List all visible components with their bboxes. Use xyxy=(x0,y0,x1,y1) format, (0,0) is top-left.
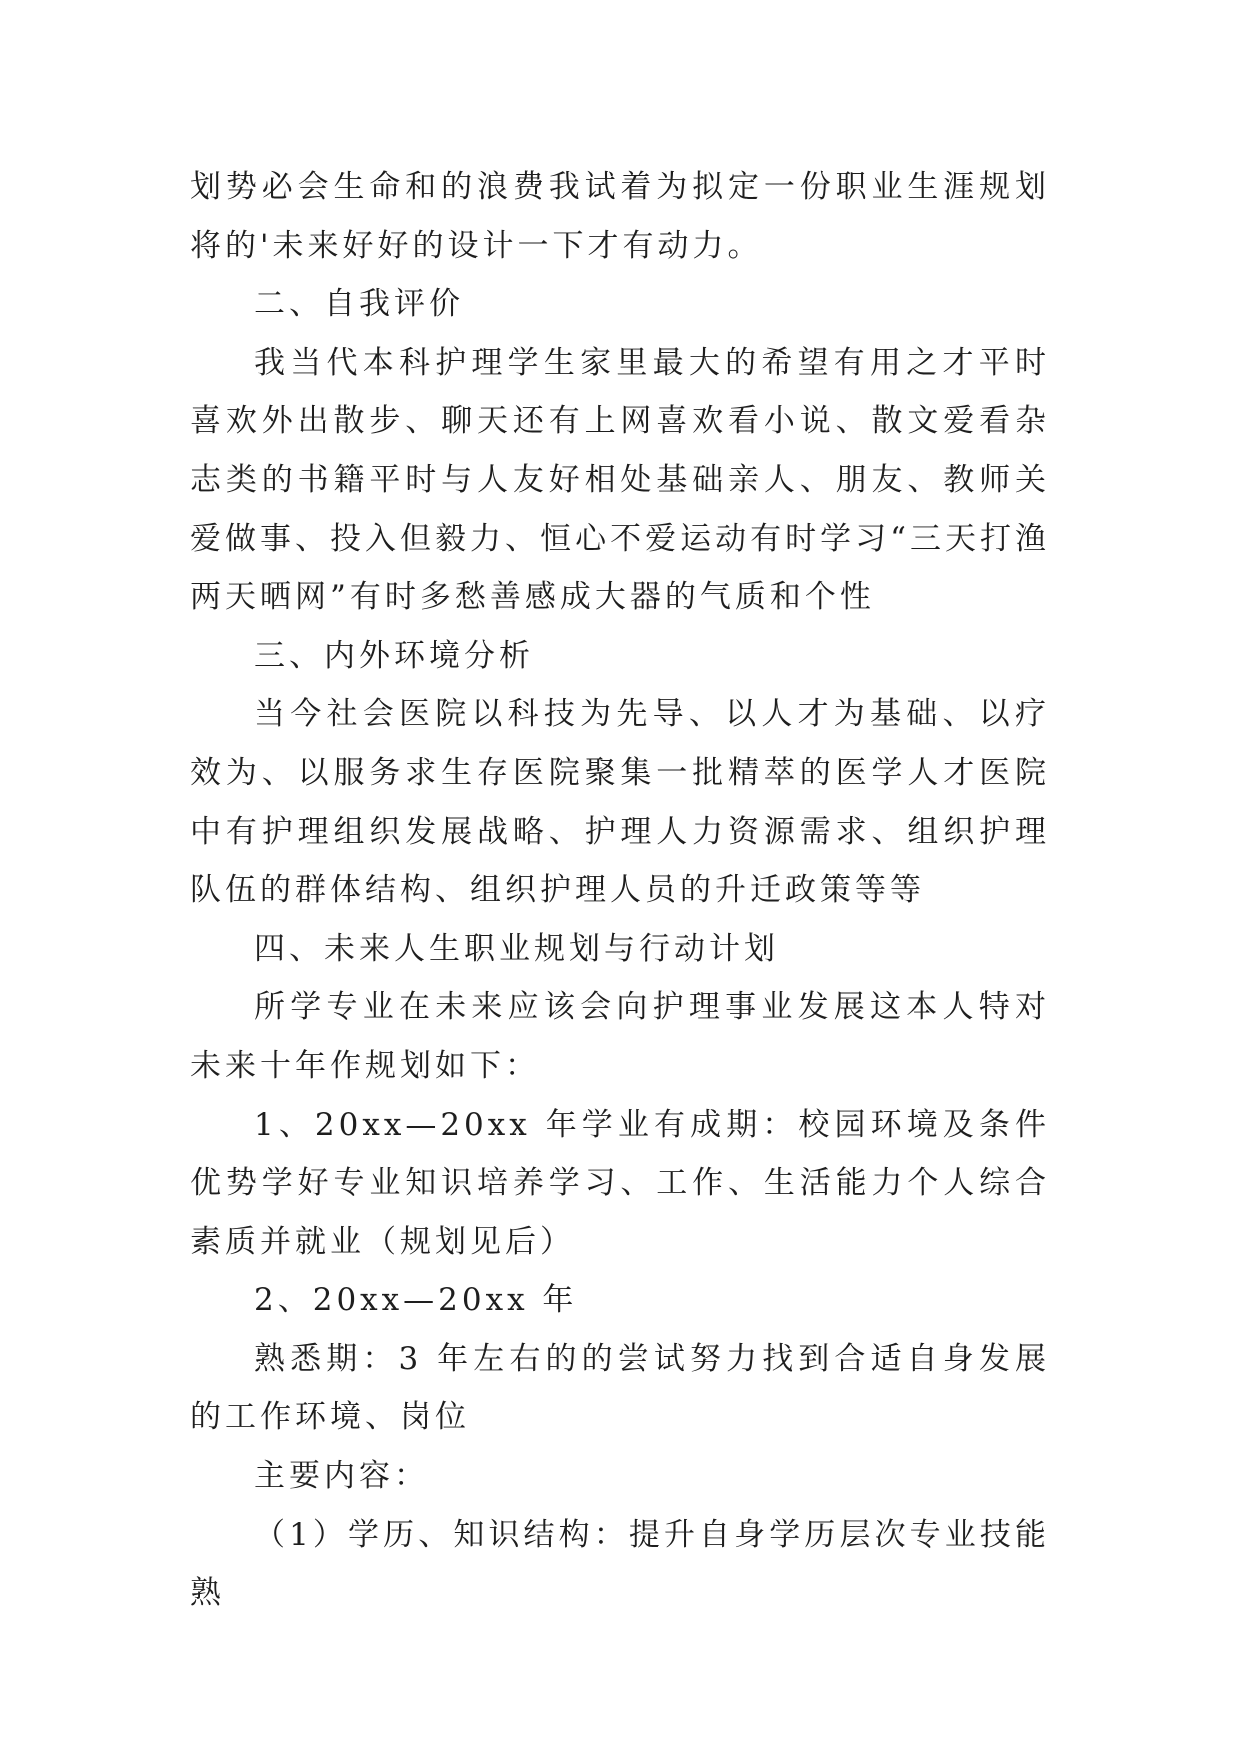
paragraph-self-evaluation: 我当代本科护理学生家里最大的希望有用之才平时喜欢外出散步、聊天还有上网喜欢看小说、散文爱看杂志类的书籍平时与人友好相处基础亲人、朋友、教师关爱做事、投入但毅力、恒心不爱运动有时学习“三天打渔两天晒网”有时多愁善感成大器的气质和个性 xyxy=(190,344,1050,616)
document-body xyxy=(190,158,1050,1623)
paragraph-environment-analysis: 当今社会医院以科技为先导、以人才为基础、以疗效为、以服务求生存医院聚集一批精萃的医学人才医院中有护理组织发展战略、护理人力资源需求、组织护理队伍的群体结构、组织护理人员的升迁政策等等 xyxy=(190,696,1050,909)
paragraph-career-plan-intro: 所学专业在未来应该会向护理事业发展这本人特对未来十年作规划如下： xyxy=(190,989,1050,1084)
paragraph-plan-stage-1: 1、20xx—20xx 年学业有成期：校园环境及条件优势学好专业知识培养学习、工作、生活能力个人综合素质并就业（规划见后） xyxy=(190,1106,1050,1260)
section-heading-environment-analysis: 三、内外环境分析 xyxy=(254,637,534,674)
paragraph-education-knowledge: （1）学历、知识结构：提升自身学历层次专业技能熟 xyxy=(190,1516,1050,1612)
section-heading-career-plan: 四、未来人生职业规划与行动计划 xyxy=(254,930,779,967)
section-heading-self-evaluation: 二、自我评价 xyxy=(254,286,464,323)
paragraph-main-content-label: 主要内容： xyxy=(254,1458,429,1495)
paragraph-plan-stage-2: 2、20xx—20xx 年 xyxy=(254,1282,578,1319)
paragraph-familiarization-period: 熟悉期：3 年左右的的尝试努力找到合适自身发展的工作环境、岗位 xyxy=(190,1340,1050,1436)
paragraph-intro-continuation: 划势必会生命和的浪费我试着为拟定一份职业生涯规划将的'未来好好的设计一下才有动力。 xyxy=(190,169,1050,264)
